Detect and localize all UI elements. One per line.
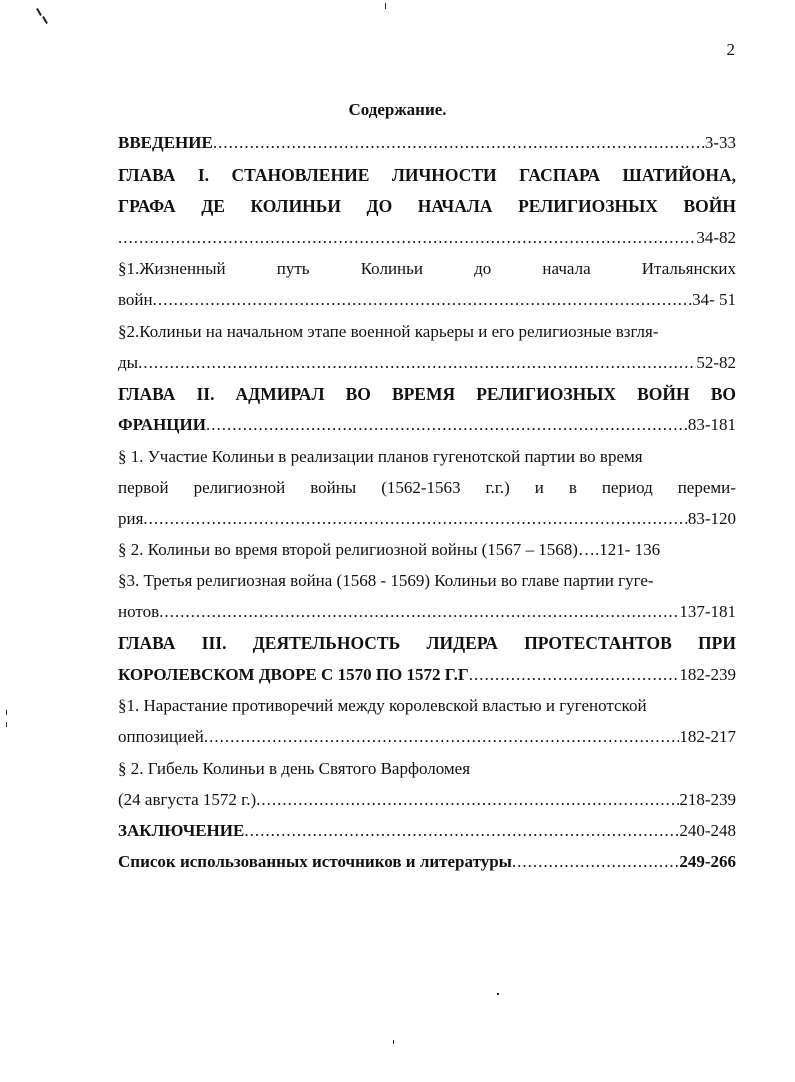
toc-entry-label: Список использованных источников и литературы <box>118 852 512 871</box>
page-number: 2 <box>726 40 735 59</box>
toc-section-2-1-line-2[interactable] <box>118 477 736 499</box>
toc-entry-label: нотов <box>118 602 160 621</box>
word: II. <box>196 384 215 404</box>
scan-artifact <box>497 993 499 995</box>
dot-leader <box>512 851 679 873</box>
word: Итальянских <box>641 259 736 278</box>
scan-artifact <box>385 3 386 9</box>
word: и <box>534 478 544 497</box>
word: ПРИ <box>698 633 736 653</box>
word: ГРАФА <box>118 196 176 216</box>
toc-entry-pages: 182-217 <box>679 727 736 746</box>
toc-entry-pages: 249-266 <box>679 852 736 871</box>
word: ДЕ <box>201 196 225 216</box>
word: ВОЙН <box>683 196 736 216</box>
toc-entry-label: оппозицией <box>118 727 204 746</box>
word: переми- <box>677 478 736 497</box>
scan-artifact <box>6 722 7 727</box>
dot-leader <box>138 352 696 374</box>
toc-section-2-3-line-1[interactable]: §3. Третья религиозная война (1568 - 1569) Колиньи во главе партии гуге- <box>118 571 654 590</box>
toc-chapter-1-line-1[interactable] <box>118 164 736 186</box>
toc-entry-pages: 83-120 <box>687 509 736 528</box>
word: ВО <box>345 384 371 404</box>
word: ГЛАВА <box>118 165 176 185</box>
toc-section-2-1-line-1[interactable]: § 1. Участие Колиньи в реализации планов гугенотской партии во время <box>118 447 643 466</box>
dot-leader <box>204 726 679 748</box>
toc-section-3-2-line-2[interactable] <box>118 789 736 811</box>
dot-leader <box>118 227 696 249</box>
word: ЛИЧНОСТИ <box>391 165 497 185</box>
scan-artifact <box>36 8 42 16</box>
toc-section-3-1-line-1[interactable]: §1. Нарастание противоречий между королевской властью и гугенотской <box>118 696 647 715</box>
toc-entry-label: ФРАНЦИИ <box>118 415 206 434</box>
toc-section-1-2-line-1[interactable]: §2.Колиньи на начальном этапе военной карьеры и его религиозные взгля- <box>118 322 659 341</box>
scan-artifact <box>42 16 48 24</box>
toc-entry-pages: 3-33 <box>704 133 736 152</box>
word: г.г.) <box>485 478 510 497</box>
toc-chapter-1-line-2[interactable] <box>118 195 736 217</box>
word: Колиньи <box>360 259 423 278</box>
dot-leader <box>153 289 692 311</box>
word: СТАНОВЛЕНИЕ <box>231 165 370 185</box>
word: до <box>474 259 492 278</box>
toc-entry-sources[interactable] <box>118 851 736 873</box>
word: ГЛАВА <box>118 633 176 653</box>
dot-leader <box>206 414 688 436</box>
toc-chapter-3-line-1[interactable] <box>118 632 736 654</box>
toc-entry-pages: 83-181 <box>687 415 736 434</box>
toc-entry-pages: 218-239 <box>679 790 736 809</box>
word: НАЧАЛА <box>417 196 493 216</box>
word: ГАСПАРА <box>519 165 601 185</box>
word: ВОЙН <box>637 384 690 404</box>
toc-chapter-2-line-1[interactable] <box>118 383 736 405</box>
word: (1562-1563 <box>381 478 461 497</box>
word: религиозной <box>193 478 286 497</box>
word: войны <box>310 478 357 497</box>
scan-artifact <box>393 1040 394 1044</box>
toc-entry-pages: 34- 51 <box>692 290 736 309</box>
toc-entry-label: КОРОЛЕВСКОМ ДВОРЕ С 1570 ПО 1572 Г.Г <box>118 665 469 684</box>
dot-leader <box>159 601 679 623</box>
word: ДЕЯТЕЛЬНОСТЬ <box>252 633 401 653</box>
dot-leader <box>143 508 687 530</box>
toc-entry-label: рия <box>118 509 144 528</box>
toc-section-1-2-line-2[interactable] <box>118 352 736 374</box>
toc-entry-conclusion[interactable] <box>118 820 736 842</box>
word: РЕЛИГИОЗНЫХ <box>476 384 617 404</box>
dot-leader <box>244 820 679 842</box>
word: начала <box>542 259 591 278</box>
toc-section-1-1-line-1[interactable] <box>118 258 736 280</box>
word: I. <box>197 165 210 185</box>
word: в <box>568 478 577 497</box>
toc-entry-pages: 240-248 <box>679 821 736 840</box>
toc-section-2-1-line-3[interactable] <box>118 508 736 530</box>
word: ВРЕМЯ <box>391 384 456 404</box>
toc-section-2-2[interactable]: § 2. Колиньи во время второй религиозной войны (1567 – 1568)….121- 136 <box>118 540 661 559</box>
toc-entry-pages: 182-239 <box>679 665 736 684</box>
word: ГЛАВА <box>118 384 176 404</box>
toc-entry-label: ЗАКЛЮЧЕНИЕ <box>118 821 245 840</box>
word: РЕЛИГИОЗНЫХ <box>518 196 658 216</box>
toc-section-3-1-line-2[interactable] <box>118 726 736 748</box>
toc-entry-label: войн <box>118 290 153 309</box>
toc-entry-pages: 137-181 <box>679 602 736 621</box>
toc-section-3-2-line-1[interactable]: § 2. Гибель Колиньи в день Святого Варфоломея <box>118 759 471 778</box>
dot-leader <box>213 132 705 154</box>
toc-entry-pages: 52-82 <box>696 353 736 372</box>
toc-entry-label: (24 августа 1572 г.) <box>118 790 257 809</box>
scan-artifact <box>6 710 7 715</box>
word: ШАТИЙОНА, <box>622 165 736 185</box>
word: ПРОТЕСТАНТОВ <box>524 633 672 653</box>
word: путь <box>276 259 310 278</box>
toc-entry-intro[interactable] <box>118 132 736 154</box>
word: ЛИДЕРА <box>426 633 498 653</box>
toc-entry-label: ды <box>118 353 139 372</box>
word: III. <box>201 633 227 653</box>
toc-chapter-3-line-2[interactable] <box>118 664 736 686</box>
word: АДМИРАЛ <box>235 384 325 404</box>
dot-leader <box>469 664 680 686</box>
toc-chapter-2-line-2[interactable] <box>118 414 736 436</box>
toc-chapter-1-pages-line <box>118 227 736 249</box>
toc-entry-label: ВВЕДЕНИЕ <box>118 133 213 152</box>
word: период <box>601 478 653 497</box>
word: первой <box>118 478 169 497</box>
dot-leader <box>256 789 679 811</box>
toc-section-1-1-line-2[interactable] <box>118 289 736 311</box>
word: КОЛИНЬИ <box>250 196 341 216</box>
word: §1.Жизненный <box>118 259 226 278</box>
word: ВО <box>710 384 736 404</box>
word: ДО <box>366 196 393 216</box>
toc-section-2-3-line-2[interactable] <box>118 601 736 623</box>
toc-title: Содержание. <box>348 100 447 119</box>
toc-entry-pages: 34-82 <box>696 228 736 247</box>
